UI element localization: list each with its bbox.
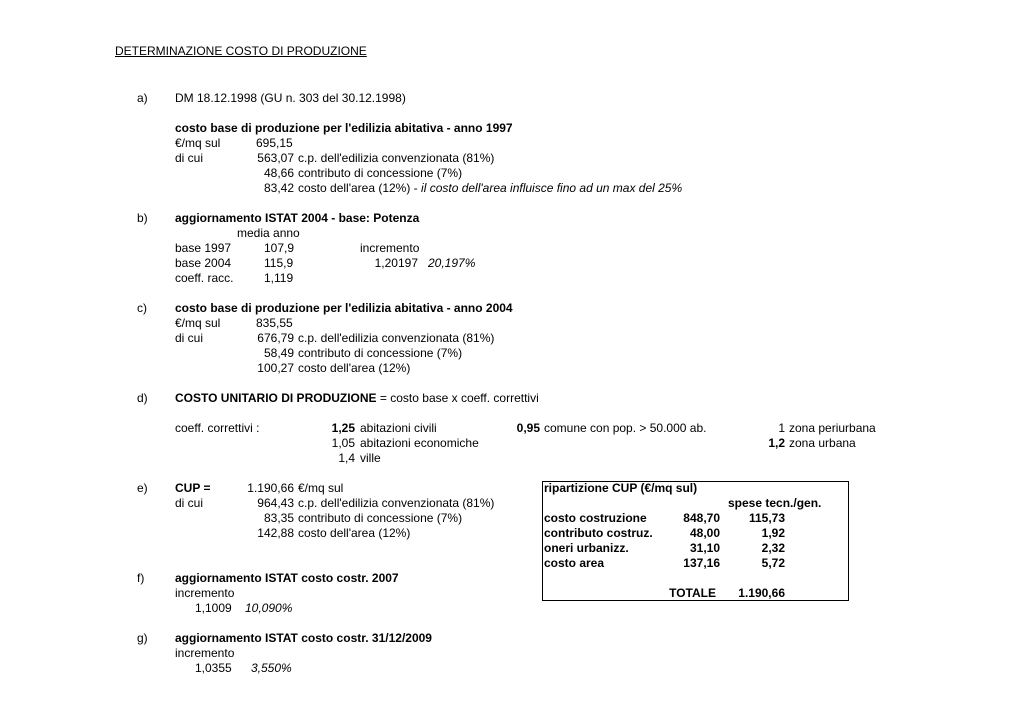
section-c-value-1: 676,79: [257, 331, 294, 345]
section-a-mq-label: €/mq sul: [175, 136, 221, 150]
section-d-c1-value: 1,25: [331, 421, 355, 435]
section-g-pct: 3,550%: [251, 661, 292, 675]
box-col-header: spese tecn./gen.: [728, 496, 822, 510]
section-d-c3-value: 1,4: [338, 451, 355, 465]
section-g-value: 1,0355: [195, 661, 232, 675]
box-row-value-1: 848,70: [683, 511, 720, 525]
section-g-letter: g): [137, 631, 148, 645]
section-c-value-3: 100,27: [257, 361, 294, 375]
section-c-label-1: c.p. dell'edilizia convenzionata (81%): [298, 331, 495, 345]
section-d-c3-label: ville: [360, 451, 381, 465]
box-row-value-1: 137,16: [683, 556, 720, 570]
section-c-mq-label: €/mq sul: [175, 316, 221, 330]
section-e-label-1: c.p. dell'edilizia convenzionata (81%): [298, 496, 495, 510]
section-d-z2-value: 1,2: [768, 436, 785, 450]
section-b-heading: aggiornamento ISTAT 2004 - base: Potenza: [175, 211, 420, 225]
section-d-p1-label: comune con pop. > 50.000 ab.: [544, 421, 707, 435]
section-a-value-3: 83,42: [263, 181, 294, 195]
section-a-label-2: contributo di concessione (7%): [298, 166, 463, 180]
section-a-value-1: 563,07: [257, 151, 294, 165]
section-a-mq-value: 695,15: [256, 136, 293, 150]
section-c-heading: costo base di produzione per l'edilizia abitativa - anno 2004: [175, 301, 513, 315]
box-row-value-2: 115,73: [748, 511, 785, 525]
section-e-label-2: contributo di concessione (7%): [298, 511, 463, 525]
section-e-value-1: 964,43: [257, 496, 294, 510]
box-row-value-2: 1,92: [761, 526, 785, 540]
section-f-letter: f): [137, 571, 145, 585]
section-f-incremento: incremento: [175, 586, 235, 600]
section-c-label-3: costo dell'area (12%): [298, 361, 411, 375]
section-b-base2004-label: base 2004: [175, 256, 232, 270]
section-d-coeff-label: coeff. correttivi :: [175, 421, 260, 435]
section-a-dicui: di cui: [175, 151, 204, 165]
section-e-cup-unit: €/mq sul: [298, 481, 344, 495]
section-b-incremento-pct: 20,197%: [428, 256, 476, 270]
box-row-value-1: 31,10: [689, 541, 720, 555]
section-c-letter: c): [137, 301, 147, 315]
box-row-value-2: 5,72: [761, 556, 785, 570]
section-e-cup-label: CUP =: [175, 481, 211, 495]
section-b-letter: b): [137, 211, 148, 225]
section-e-dicui: di cui: [175, 496, 204, 510]
section-a-label-1: c.p. dell'edilizia convenzionata (81%): [298, 151, 495, 165]
box-row-label: oneri urbanizz.: [544, 541, 629, 555]
box-row-value-1: 48,00: [689, 526, 720, 540]
section-b-incremento-label: incremento: [360, 241, 420, 255]
section-d-z1-value: 1: [778, 421, 785, 435]
section-a-value-2: 48,66: [263, 166, 294, 180]
section-a-reference: DM 18.12.1998 (GU n. 303 del 30.12.1998): [175, 91, 406, 105]
box-total-label: TOTALE: [669, 586, 716, 600]
page-title: DETERMINAZIONE COSTO DI PRODUZIONE: [115, 44, 367, 58]
section-d-c2-value: 1,05: [331, 436, 355, 450]
section-d-p1-value: 0,95: [516, 421, 540, 435]
section-c-mq-value: 835,55: [256, 316, 293, 330]
section-d-letter: d): [137, 391, 148, 405]
section-d-z1-label: zona periurbana: [789, 421, 876, 435]
box-row-value-2: 2,32: [761, 541, 785, 555]
box-total-value: 1.190,66: [738, 586, 785, 600]
section-d-z2-label: zona urbana: [789, 436, 856, 450]
section-g-incremento: incremento: [175, 646, 235, 660]
section-b-incremento-value: 1,20197: [374, 256, 418, 270]
section-f-heading: aggiornamento ISTAT costo costr. 2007: [175, 571, 399, 585]
section-d-c2-label: abitazioni economiche: [360, 436, 479, 450]
box-row-label: contributo costruz.: [544, 526, 653, 540]
box-row-label: costo area: [544, 556, 605, 570]
section-b-media-anno: media anno: [237, 226, 300, 240]
section-g-heading: aggiornamento ISTAT costo costr. 31/12/2009: [175, 631, 432, 645]
section-a-note: il costo dell'area influisce fino ad un max del 25%: [421, 181, 683, 195]
section-f-pct: 10,090%: [245, 601, 293, 615]
section-a-heading: costo base di produzione per l'edilizia abitativa - anno 1997: [175, 121, 513, 135]
section-b-base1997-label: base 1997: [175, 241, 232, 255]
section-b-base1997-value: 107,9: [264, 241, 295, 255]
section-e-cup-value: 1.190,66: [247, 481, 294, 495]
section-e-value-2: 83,35: [263, 511, 294, 525]
section-e-value-3: 142,88: [257, 526, 294, 540]
section-b-coeff-value: 1,119: [264, 271, 294, 285]
section-e-letter: e): [137, 481, 148, 495]
section-c-value-2: 58,49: [263, 346, 294, 360]
section-b-coeff-label: coeff. racc.: [175, 271, 234, 285]
section-e-label-3: costo dell'area (12%): [298, 526, 411, 540]
section-f-value: 1,1009: [195, 601, 232, 615]
section-d-heading: COSTO UNITARIO DI PRODUZIONE = costo base x coeff. correttivi: [175, 391, 539, 405]
section-b-base2004-value: 115,9: [264, 256, 294, 270]
box-row-label: costo costruzione: [544, 511, 647, 525]
section-a-letter: a): [137, 91, 148, 105]
section-c-label-2: contributo di concessione (7%): [298, 346, 463, 360]
section-c-dicui: di cui: [175, 331, 204, 345]
section-a-label-3: costo dell'area (12%) - il costo dell'area influisce fino ad un max del 25%: [298, 181, 683, 195]
box-title: ripartizione CUP (€/mq sul): [544, 481, 698, 495]
section-d-c1-label: abitazioni civili: [360, 421, 437, 435]
